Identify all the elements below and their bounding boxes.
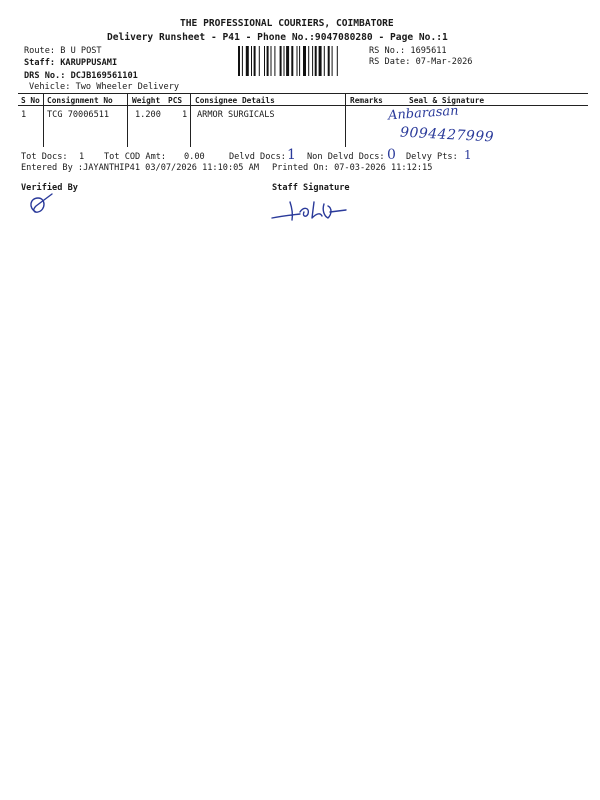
row-sno: 1: [21, 110, 27, 120]
entered-by: Entered By :JAYANTHIP41 03/07/2026 11:10:05 AM: [21, 163, 259, 173]
route-label: Route: B U POST: [24, 46, 102, 56]
tot-docs-label: Tot Docs:: [21, 152, 68, 162]
row-consignee: ARMOR SURGICALS: [197, 110, 275, 120]
barcode-bar: [264, 46, 265, 76]
barcode-bar: [254, 46, 256, 76]
company-name: THE PROFESSIONAL COURIERS, COIMBATORE: [180, 18, 394, 29]
col-divider: [43, 93, 44, 147]
delvy-pts-handwritten: 1: [464, 148, 472, 162]
barcode-bar: [238, 46, 240, 76]
table-top-rule: [18, 93, 588, 94]
barcode-bar: [308, 46, 309, 76]
handwritten-receiver-name: Anbarasan: [387, 103, 460, 124]
staff-signature: [266, 196, 356, 226]
barcode-bar: [291, 46, 293, 76]
barcode-bar: [271, 46, 272, 76]
col-header-weight: Weight: [132, 96, 161, 105]
handwritten-receiver-phone: 9094427999: [399, 124, 495, 146]
col-divider: [345, 93, 346, 147]
col-divider: [190, 93, 191, 147]
barcode-bar: [274, 46, 275, 76]
staff-label: Staff: KARUPPUSAMI: [24, 58, 118, 68]
delvd-docs-label: Delvd Docs:: [229, 152, 286, 162]
verified-by-label: Verified By: [21, 183, 78, 193]
tot-cod-value: 0.00: [184, 152, 205, 162]
col-header-seal: Seal & Signature: [409, 96, 485, 105]
barcode-bar: [280, 46, 282, 76]
barcode-bar: [284, 46, 285, 76]
barcode-bar: [324, 46, 325, 76]
delvd-docs-handwritten: 1: [287, 147, 296, 163]
verified-by-signature: [24, 192, 64, 218]
table-header-rule: [18, 105, 588, 106]
printed-on: Printed On: 07-03-2026 11:12:15: [272, 163, 433, 173]
drs-number: DRS No.: DCJB169561101: [24, 71, 138, 81]
barcode-bar: [259, 46, 260, 76]
barcode-bar: [315, 46, 317, 76]
barcode-bar: [267, 46, 269, 76]
barcode-bar: [332, 46, 333, 76]
barcode-bar: [286, 46, 289, 76]
non-delvd-docs-label: Non Delvd Docs:: [307, 152, 385, 162]
barcode-bar: [246, 46, 249, 76]
runsheet-title: Delivery Runsheet - P41 - Phone No.:9047080280 - Page No.:1: [107, 32, 448, 43]
row-pcs: 1: [182, 110, 188, 120]
col-header-pcs: PCS: [168, 96, 183, 105]
barcode-bar: [319, 46, 322, 76]
barcode-bar: [337, 46, 338, 76]
barcode-bar: [251, 46, 252, 76]
col-header-consignment: Consignment No: [47, 96, 113, 105]
rs-date: RS Date: 07-Mar-2026: [369, 57, 473, 67]
barcode-bar: [312, 46, 313, 76]
non-delvd-docs-handwritten: 0: [387, 147, 396, 163]
barcode: [238, 46, 364, 76]
barcode-bar: [328, 46, 330, 76]
barcode-bar: [242, 46, 243, 76]
rs-number: RS No.: 1695611: [369, 46, 447, 56]
col-header-remarks: Remarks: [350, 96, 383, 105]
staff-signature-label: Staff Signature: [272, 183, 350, 193]
tot-cod-label: Tot COD Amt:: [104, 152, 167, 162]
col-header-consignee: Consignee Details: [195, 96, 275, 105]
barcode-bar: [299, 46, 300, 76]
vehicle-label: Vehicle: Two Wheeler Delivery: [29, 82, 180, 92]
row-consignment-no: TCG 70006511: [47, 110, 110, 120]
barcode-bar: [303, 46, 306, 76]
row-weight: 1.200: [135, 110, 161, 120]
col-divider: [127, 93, 128, 147]
tot-docs-value: 1: [79, 152, 85, 162]
delvy-pts-label: Delvy Pts:: [406, 152, 458, 162]
col-header-sno: S No: [21, 96, 40, 105]
barcode-bar: [297, 46, 298, 76]
